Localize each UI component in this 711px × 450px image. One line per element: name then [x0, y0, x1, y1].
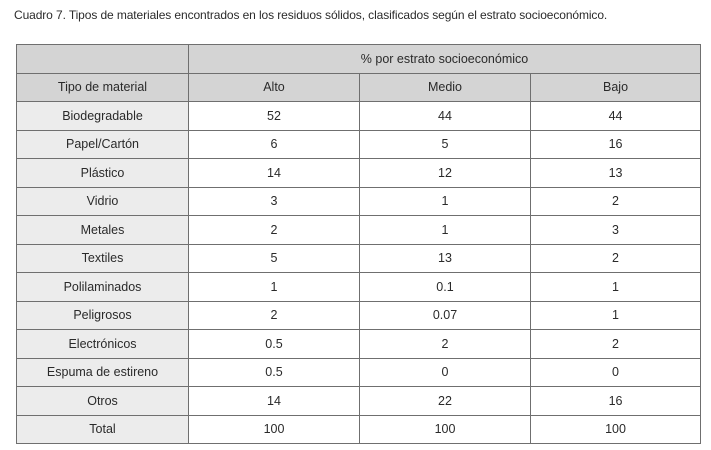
cell-bajo: 1 — [531, 301, 701, 330]
table-row — [17, 301, 701, 330]
cell-alto: 2 — [189, 216, 360, 245]
cell-alto: 52 — [189, 102, 360, 131]
cell-material: Otros — [17, 387, 189, 416]
cell-medio: 13 — [360, 244, 531, 273]
table-row — [17, 387, 701, 416]
cell-material: Textiles — [17, 244, 189, 273]
column-header-alto: Alto — [189, 73, 360, 102]
cell-medio: 0.07 — [360, 301, 531, 330]
cell-alto: 3 — [189, 187, 360, 216]
cell-medio: 100 — [360, 415, 531, 444]
cell-material: Plástico — [17, 159, 189, 188]
cell-material: Metales — [17, 216, 189, 245]
table-caption: Cuadro 7. Tipos de materiales encontrados en los residuos sólidos, clasificados según el estrato socioeconómico. — [14, 8, 608, 22]
cell-bajo: 16 — [531, 130, 701, 159]
cell-bajo: 1 — [531, 273, 701, 302]
cell-medio: 1 — [360, 216, 531, 245]
cell-material: Peligrosos — [17, 301, 189, 330]
table-row — [17, 244, 701, 273]
cell-alto: 6 — [189, 130, 360, 159]
cell-material: Total — [17, 415, 189, 444]
cell-medio: 44 — [360, 102, 531, 131]
table-row — [17, 330, 701, 359]
cell-medio: 12 — [360, 159, 531, 188]
table-row — [17, 415, 701, 444]
column-header-row — [17, 73, 701, 102]
cell-medio: 0.1 — [360, 273, 531, 302]
cell-alto: 1 — [189, 273, 360, 302]
cell-medio: 2 — [360, 330, 531, 359]
cell-material: Vidrio — [17, 187, 189, 216]
cell-alto: 0.5 — [189, 330, 360, 359]
cell-material: Polilaminados — [17, 273, 189, 302]
cell-material: Electrónicos — [17, 330, 189, 359]
cell-material: Papel/Cartón — [17, 130, 189, 159]
cell-medio: 0 — [360, 358, 531, 387]
group-header-cell: % por estrato socioeconómico — [189, 45, 701, 74]
table-row — [17, 102, 701, 131]
cell-bajo: 3 — [531, 216, 701, 245]
table-row — [17, 187, 701, 216]
table-row — [17, 159, 701, 188]
empty-header-cell — [17, 45, 189, 74]
cell-alto: 2 — [189, 301, 360, 330]
cell-bajo: 16 — [531, 387, 701, 416]
cell-material: Biodegradable — [17, 102, 189, 131]
cell-bajo: 2 — [531, 244, 701, 273]
table-row — [17, 273, 701, 302]
cell-bajo: 2 — [531, 330, 701, 359]
cell-bajo: 0 — [531, 358, 701, 387]
column-header-medio: Medio — [360, 73, 531, 102]
cell-alto: 14 — [189, 387, 360, 416]
table-row — [17, 216, 701, 245]
cell-alto: 14 — [189, 159, 360, 188]
materials-table — [16, 44, 701, 444]
column-header-material: Tipo de material — [17, 73, 189, 102]
table-row — [17, 130, 701, 159]
table-body — [17, 102, 701, 444]
cell-material: Espuma de estireno — [17, 358, 189, 387]
cell-alto: 5 — [189, 244, 360, 273]
cell-bajo: 2 — [531, 187, 701, 216]
cell-medio: 22 — [360, 387, 531, 416]
table-row — [17, 358, 701, 387]
cell-bajo: 100 — [531, 415, 701, 444]
cell-medio: 5 — [360, 130, 531, 159]
cell-medio: 1 — [360, 187, 531, 216]
cell-bajo: 13 — [531, 159, 701, 188]
cell-alto: 0.5 — [189, 358, 360, 387]
cell-bajo: 44 — [531, 102, 701, 131]
group-header-row — [17, 45, 701, 74]
column-header-bajo: Bajo — [531, 73, 701, 102]
cell-alto: 100 — [189, 415, 360, 444]
